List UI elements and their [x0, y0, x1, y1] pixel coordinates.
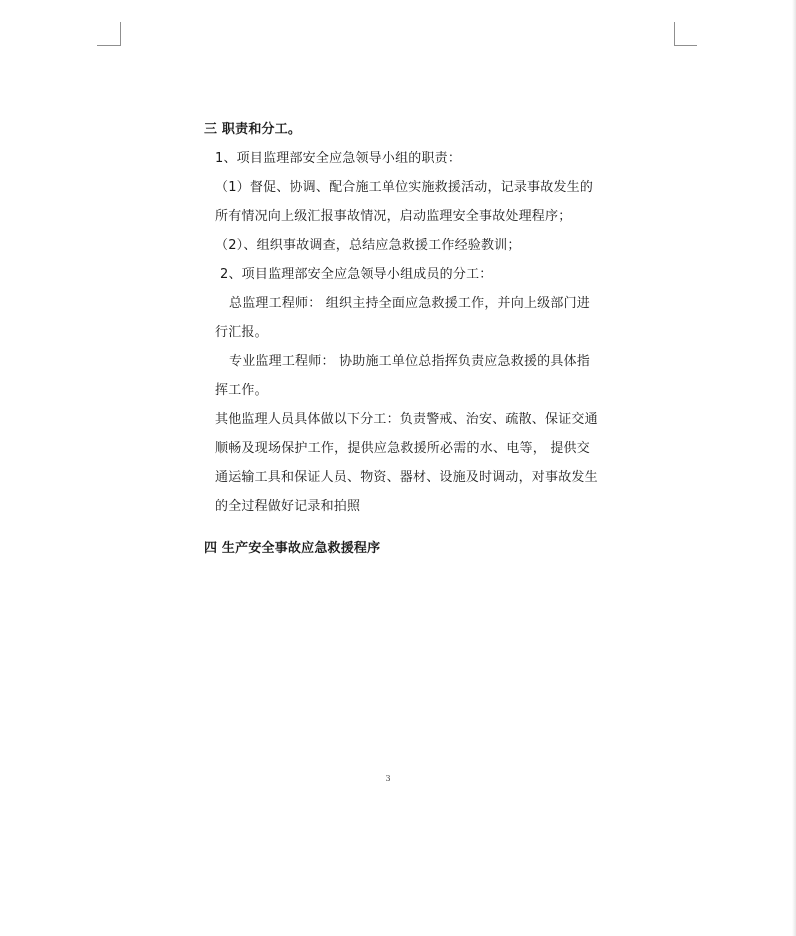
item-1-sub-2: （2）、组织事故调查，总结应急救援工作经验教训；: [215, 238, 521, 253]
specialist-engineer-line-2: 挥工作。: [215, 383, 268, 398]
item-1-title: 1、项目监理部安全应急领导小组的职责：: [215, 151, 462, 166]
section-3-heading: 三 职责和分工。: [204, 122, 302, 137]
others-line-1: 其他监理人员具体做以下分工：负责警戒、治安、疏散、保证交通: [215, 412, 598, 427]
crop-mark-top-right-horizontal: [674, 45, 697, 46]
item-2-title: 2、项目监理部安全应急领导小组成员的分工：: [220, 267, 493, 282]
crop-mark-top-left-vertical: [120, 22, 121, 45]
others-line-4: 的全过程做好记录和拍照: [215, 499, 361, 514]
item-1-sub-1-line-2: 所有情况向上级汇报事故情况，启动监理安全事故处理程序；: [215, 209, 572, 224]
chief-engineer-line-2: 行汇报。: [215, 325, 268, 340]
item-1-sub-1-line-1: （1）督促、协调、配合施工单位实施救援活动，记录事故发生的: [215, 180, 594, 195]
page-number: 3: [385, 774, 391, 783]
page-edge-shadow: [792, 0, 796, 936]
section-4-heading: 四 生产安全事故应急救援程序: [204, 541, 381, 556]
crop-mark-top-right-vertical: [674, 22, 675, 45]
others-line-2: 顺畅及现场保护工作，提供应急救援所必需的水、电等， 提供交: [215, 441, 590, 456]
crop-mark-top-left-horizontal: [97, 45, 121, 46]
chief-engineer-line-1: 总监理工程师： 组织主持全面应急救援工作，并向上级部门进: [229, 296, 590, 311]
others-line-3: 通运输工具和保证人员、物资、器材、设施及时调动，对事故发生: [215, 470, 598, 485]
specialist-engineer-line-1: 专业监理工程师： 协助施工单位总指挥负责应急救援的具体指: [229, 354, 590, 369]
